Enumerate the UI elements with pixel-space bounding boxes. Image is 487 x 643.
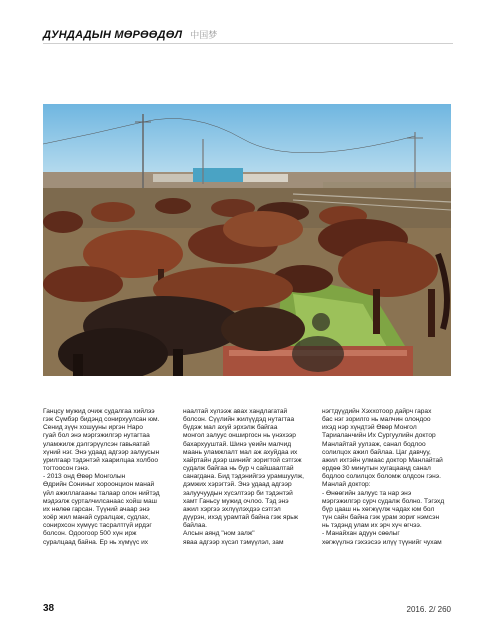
page-header (43, 28, 217, 41)
text-line: уламжилж дэлгэрүүлсэн гавьяатай (43, 440, 150, 448)
text-line: гуай бол энэ мэргэжилгэр нутагтаа (43, 432, 150, 440)
issue-number: 2016. 2/ 260 (406, 605, 451, 614)
text-line: наалтай хүлээж авах хандлагатай (183, 408, 288, 415)
text-line: - Манайхан адуун сөөлыг (322, 530, 400, 538)
header-rule (43, 43, 453, 44)
text-line: Сенид зүүн хошууны иргэн Наро (43, 424, 143, 432)
text-line: - Өнөөгийн залуус та нар энэ (322, 489, 412, 497)
text-line: байлаа. (183, 522, 207, 530)
text-line: судалж байгаа нь бүр ч сайшаалтай (183, 465, 294, 473)
text-line: ердөө 30 минутын хугацаанд санал (322, 465, 431, 473)
text-line: бүдэж мал ахуй эрхэлж байгаа (183, 424, 278, 432)
text-line: хайртайн дээр шинийг зоригтой сэтгэж (183, 456, 302, 464)
text-line: гэж Сүмбэр бидэнд сонирхуулсан юм. (43, 416, 160, 424)
text-line: ажил хэргээ эхлүүлэхдээ сэтгэл (183, 505, 281, 513)
text-line: Манлайтай уулзаж, санал бодлоо (322, 440, 426, 448)
page-number: 38 (43, 603, 55, 614)
text-line: бас нэг зорилго нь малчин олондоо (322, 416, 431, 424)
text-line: хүний нэг. Энэ удаад адгээр залуусын (43, 448, 160, 456)
horses-feeding-illustration (43, 104, 451, 376)
text-line: маань уламжлалт мал аж ахуйдаа их (183, 448, 298, 456)
text-line: залуучуудын хүсэлтээр би тэдэнтэй (183, 489, 293, 497)
text-line: болсон. Сүүлийн жилүүдэд нутагтаа (183, 416, 295, 424)
blue-building (193, 168, 243, 182)
text-line: сонирхсон хүмүүс тасралтгүй ирдэг (43, 522, 152, 530)
text-line: болсон. Одоогоор 500 хүн ирж (43, 530, 137, 538)
text-line: бахархууштай. Шинэ үеийн малчид (183, 440, 292, 448)
text-line: нэгтдүүдийн Хэххотоор дайрч гарах (322, 408, 432, 415)
photographer-shadow (292, 336, 344, 372)
text-line: дэмжих хэрэгтэй. Энэ удаад адгээр (183, 481, 292, 489)
text-line: урилгаар тэдэнтэй хаарилцаа холбоо (43, 456, 158, 464)
text-line: мэргэжилгэр сурч судалж болно. Тэгэхд (322, 497, 445, 505)
text-column-2 (183, 408, 307, 547)
text-line: Манлай доктор: (322, 481, 371, 489)
text-column-3 (322, 408, 451, 547)
text-line: ажил ихтэйн улмаас доктор Манлайтай (322, 456, 443, 464)
text-line: нь тэдэнд улам их эрч хүч өгчээ. (322, 522, 422, 530)
text-line: ихэд нэр хүндтэй Өвөр Монгол (322, 424, 417, 432)
text-line: дүүрэн, ихэд урамтай байна гэж ярьж (183, 514, 299, 522)
section-title: ДУНДАДЫН МӨРӨӨДӨЛ (43, 29, 183, 41)
text-line: үйл ажиллагааны талаар олон нийтэд (43, 489, 160, 497)
text-line: Ганцсу мужид очиж судалгаа хийлээ (43, 408, 155, 415)
section-subtitle: 中国梦 (190, 30, 218, 40)
text-line: монгол залуус онширгосн нь үнэхээр (183, 432, 296, 440)
text-line: мэдээлж сурталчилсанаас хойш маш (43, 497, 157, 505)
text-line: суралцаад байна. Ер нь хүмүүс их (43, 538, 149, 546)
text-line: тогтоосон гэнэ. (43, 465, 90, 473)
text-line: түн сайн байна гэж урам зориг нэмсэн (322, 514, 440, 522)
text-line: хөгжүүлнэ гэхээсээ илүү түүнийг чухам (322, 538, 442, 546)
text-column-1 (43, 408, 167, 547)
text-line: яваа адгээр хүсэл тэмүүлэл, зам (183, 538, 284, 546)
text-line: Алсын аянд "ном залж" (183, 530, 255, 538)
text-line: - 2013 онд Өвөр Монголын (43, 473, 126, 481)
text-line: солилцох ажил байлаа. Цаг давчуу, (322, 448, 431, 456)
article-photo-horses (43, 104, 451, 376)
text-line: бодлоо солилцох боломж олдсон гэнэ. (322, 473, 441, 481)
text-line: санагдана. Бид тэдэнийгээ урамшуулж, (183, 473, 304, 481)
text-line: Өдрийн Сониныг хороонцион манай (43, 481, 155, 489)
text-line: хоёр жил манай суралцаж, судлах, (43, 514, 150, 522)
text-line: хамт Ганьсу мужид очлоо. Тэд энэ (183, 497, 289, 505)
text-line: Тариаланчийн Их Сургуулийн доктор (322, 432, 436, 440)
text-line: их нөлөө гарсан. Түүний ачаар энэ (43, 505, 150, 513)
text-line: бүр цааш нь хөгжүүлж чадах юм бол (322, 505, 435, 513)
